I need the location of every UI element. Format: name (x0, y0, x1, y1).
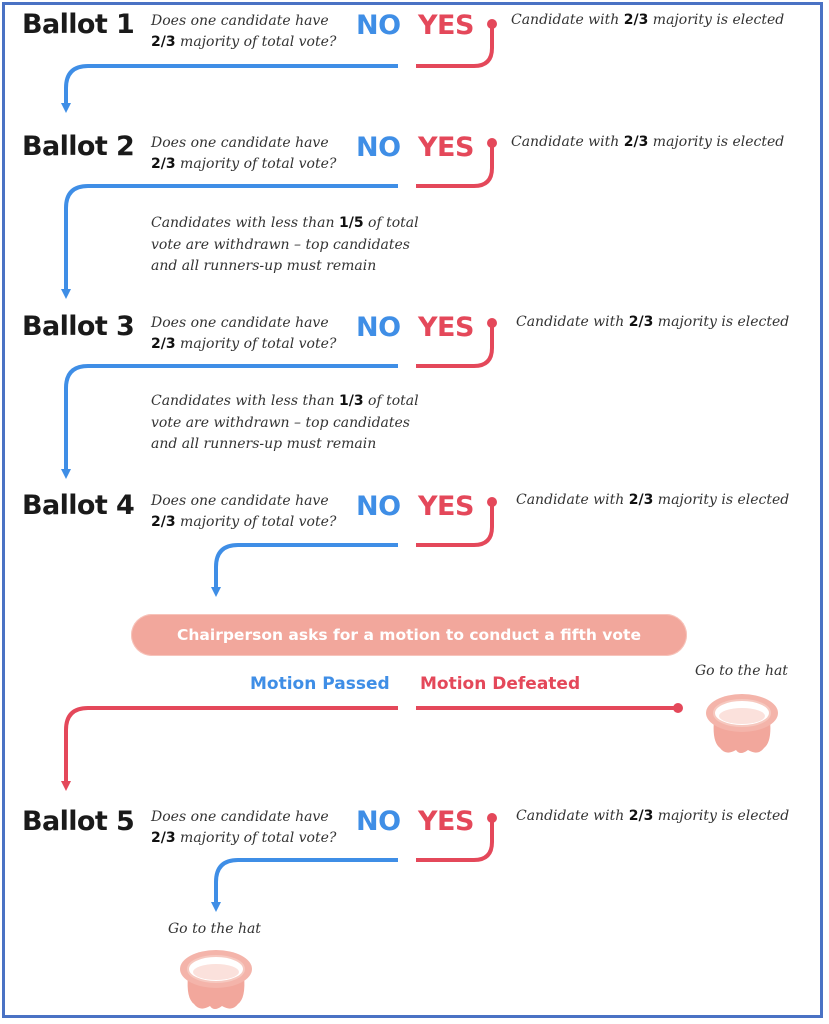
ballot-4-label: Ballot 4 (22, 490, 135, 521)
ballot-5-yes: YES (418, 806, 474, 837)
ballot-5-question: Does one candidate have 2/3 majority of total vote? (151, 809, 337, 846)
hat-icon (700, 686, 784, 758)
withdrawal-note-1: Candidates with less than 1/5 of total vote are withdrawn – top candidates and all runners-up must remain (151, 215, 419, 274)
hat-label-2: Go to the hat (168, 921, 261, 937)
ballot-2-no: NO (356, 132, 401, 163)
ballot-1-result: Candidate with 2/3 majority is elected (511, 12, 785, 28)
ballot-4-no: NO (356, 491, 401, 522)
ballot-1-no: NO (356, 10, 401, 41)
motion-passed-label: Motion Passed (250, 674, 390, 694)
hat-icon (174, 942, 258, 1014)
ballot-2-question: Does one candidate have 2/3 majority of total vote? (151, 135, 337, 172)
motion-prompt-pill (131, 614, 687, 656)
motion-prompt-text: Chairperson asks for a motion to conduct a fifth vote (177, 626, 641, 644)
ballot-5-no: NO (356, 806, 401, 837)
ballot-3-label: Ballot 3 (22, 311, 135, 342)
ballot-3-yes: YES (418, 312, 474, 343)
ballot-2-label: Ballot 2 (22, 131, 135, 162)
ballot-1-label: Ballot 1 (22, 9, 135, 40)
motion-defeated-label: Motion Defeated (420, 674, 581, 694)
ballot-4-question: Does one candidate have 2/3 majority of total vote? (151, 493, 337, 530)
ballot-2-result: Candidate with 2/3 majority is elected (511, 134, 785, 150)
ballot-1-yes: YES (418, 10, 474, 41)
ballot-3-question: Does one candidate have 2/3 majority of total vote? (151, 315, 337, 352)
ballot-3-no: NO (356, 312, 401, 343)
hat-label-1: Go to the hat (695, 663, 788, 679)
ballot-4-yes: YES (418, 491, 474, 522)
ballot-4-result: Candidate with 2/3 majority is elected (516, 492, 790, 508)
withdrawal-note-2: Candidates with less than 1/3 of total vote are withdrawn – top candidates and all runners-up must remain (151, 393, 419, 452)
ballot-5-label: Ballot 5 (22, 806, 135, 837)
ballot-5-result: Candidate with 2/3 majority is elected (516, 808, 790, 824)
ballot-3-result: Candidate with 2/3 majority is elected (516, 314, 790, 330)
ballot-1-question: Does one candidate have 2/3 majority of total vote? (151, 13, 337, 50)
ballot-2-yes: YES (418, 132, 474, 163)
